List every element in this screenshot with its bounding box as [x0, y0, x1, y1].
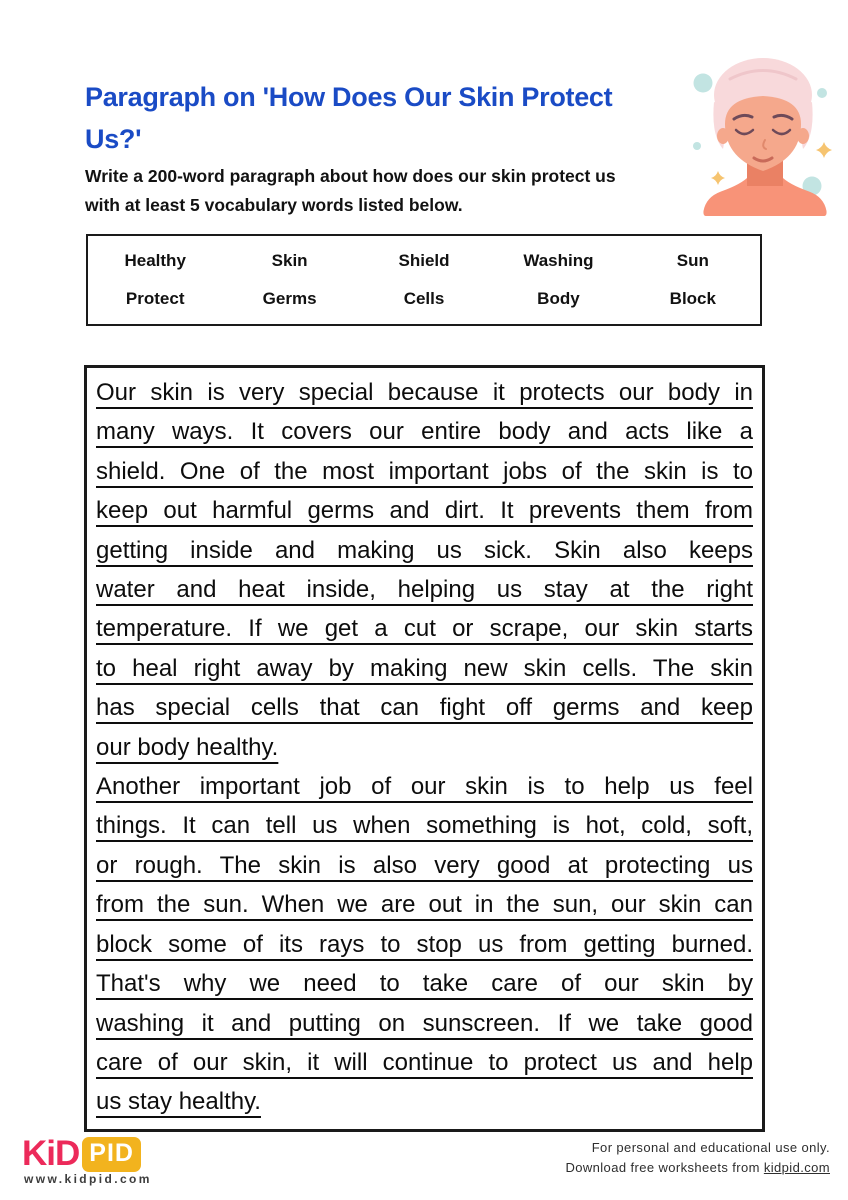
bubble-icon — [693, 142, 701, 150]
vocabulary-word: Skin — [271, 251, 308, 270]
ruled-text-line: block some of its rays to stop us from getting burned. — [96, 930, 753, 958]
bubble-icon — [694, 74, 713, 93]
page-title-line1: Paragraph on 'How Does Our Skin Protect — [85, 82, 613, 112]
vocabulary-word: Cells — [403, 289, 445, 308]
ruled-text-line: many ways. It covers our entire body and acts like a — [96, 418, 753, 446]
sparkle-icon — [816, 142, 832, 158]
vocabulary-row — [88, 280, 760, 318]
usage-note — [565, 1138, 830, 1178]
ruled-text-line: washing it and putting on sunscreen. If we take good — [96, 1009, 753, 1037]
usage-note-line1: For personal and educational use only. — [591, 1140, 830, 1155]
ruled-text-line: has special cells that can fight off germs and keep — [96, 694, 753, 722]
ruled-text-line: to heal right away by making new skin cells. The skin — [96, 654, 753, 682]
logo-pid-badge — [82, 1137, 141, 1172]
ruled-text-line: water and heat inside, helping us stay at the right — [96, 576, 753, 604]
ruled-text-line: That's why we need to take care of our skin by — [96, 970, 753, 998]
vocabulary-box — [86, 234, 762, 326]
ruled-text-line: temperature. If we get a cut or scrape, our skin starts — [96, 615, 753, 643]
usage-note-line2-prefix: Download free worksheets from — [565, 1160, 764, 1175]
ruled-text-line: our body healthy. — [96, 733, 279, 761]
vocabulary-word: Germs — [262, 289, 317, 308]
kidpid-link[interactable]: kidpid.com — [763, 1160, 830, 1175]
logo-kid-text: KiD — [22, 1134, 80, 1173]
vocabulary-word: Healthy — [124, 251, 186, 270]
ruled-text-line: from the sun. When we are out in the sun, our skin can — [96, 891, 753, 919]
ruled-text-line: keep out harmful germs and dirt. It prevents them from — [96, 497, 753, 525]
instructions-text — [85, 162, 725, 219]
ruled-text-line: us stay healthy. — [96, 1088, 261, 1116]
ruled-text-line: Another important job of our skin is to help us feel — [96, 773, 753, 801]
instructions-line2: with at least 5 vocabulary words listed below. — [85, 194, 463, 215]
ruled-text-line: getting inside and making us sick. Skin also keeps — [96, 536, 753, 564]
vocabulary-word: Body — [537, 289, 580, 308]
vocabulary-word: Block — [669, 289, 716, 308]
ruled-text-line: or rough. The skin is also very good at protecting us — [96, 851, 753, 879]
vocabulary-word: Washing — [523, 251, 594, 270]
sparkle-icon — [711, 171, 725, 185]
paragraph-writing-box — [84, 365, 765, 1132]
bubble-icon — [817, 88, 827, 98]
instructions-line1: Write a 200-word paragraph about how does our skin protect us — [85, 166, 616, 186]
ruled-text-line: things. It can tell us when something is hot, cold, soft, — [96, 812, 753, 840]
vocabulary-row — [88, 242, 760, 280]
skincare-face-illustration — [678, 50, 848, 220]
kidpid-logo — [22, 1134, 141, 1174]
ruled-text-line: care of our skin, it will continue to protect us and help — [96, 1048, 753, 1076]
ruled-text-line: Our skin is very special because it protects our body in — [96, 379, 753, 406]
vocabulary-word: Protect — [125, 289, 185, 308]
usage-note-line2 — [565, 1158, 830, 1178]
vocabulary-word: Shield — [398, 251, 450, 270]
logo-pid-text: PID — [89, 1138, 134, 1167]
vocabulary-word: Sun — [676, 251, 709, 270]
ruled-text-line: shield. One of the most important jobs of the skin is to — [96, 457, 753, 485]
page-title — [85, 76, 705, 160]
page-title-line2: Us?' — [85, 124, 142, 154]
website-url: www.kidpid.com — [24, 1172, 152, 1186]
